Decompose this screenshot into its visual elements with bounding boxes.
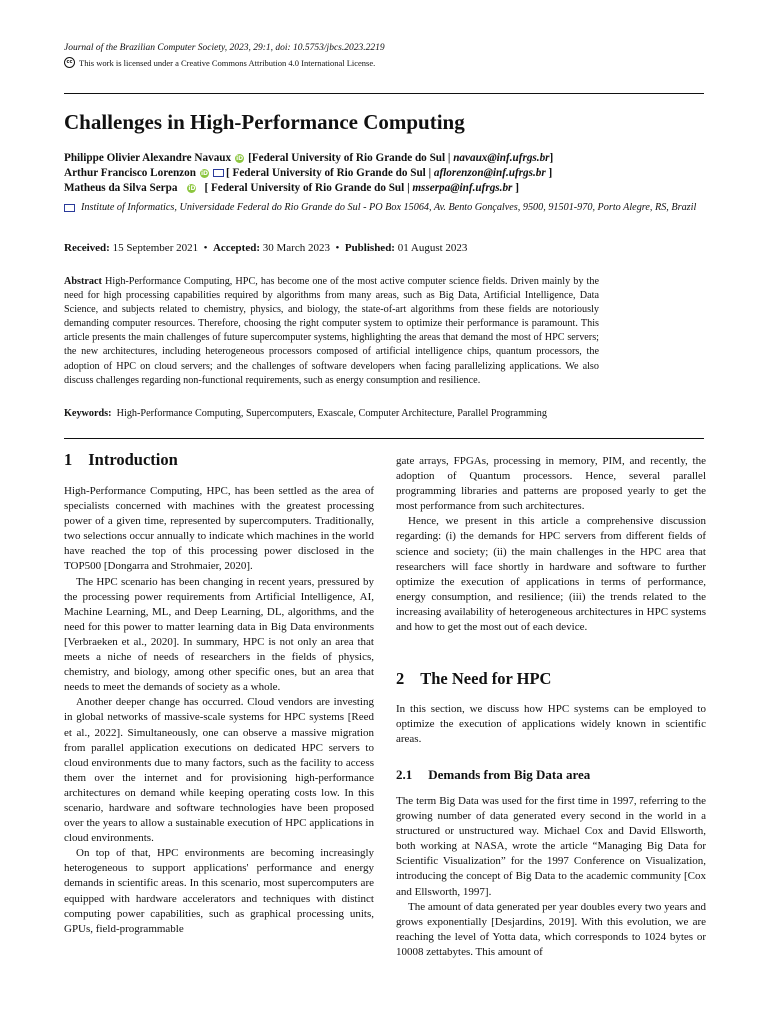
subsection-number: 2.1 <box>396 767 413 782</box>
license-text: This work is licensed under a Creative Commons Attribution 4.0 International License. <box>79 57 376 68</box>
author-email[interactable]: aflorenzon@inf.ufrgs.br <box>433 167 546 179</box>
orcid-icon[interactable]: iD <box>200 169 208 177</box>
affiliation-text: Institute of Informatics, Universidade Federal do Rio Grande do Sul - PO Box 15064, Av. Bento Gonçalves, 9500, 91501-970, Porto Alegre, RS, Brazil <box>81 202 697 213</box>
paragraph: High-Performance Computing, HPC, has been settled as the area of specialists concerned with machines with the greatest processing power of a given time, represented by supercomputers. Traditionally, two selections occur annually to indicate which machines in the world have reached the top of this processing power disclosed in the TOP500 [Dongarra and Strohmaier, 2020]. <box>64 485 374 573</box>
published-date: 01 August 2023 <box>397 242 468 254</box>
top-divider <box>64 93 704 94</box>
section-title: The Need for HPC <box>420 669 552 688</box>
paragraph: In this section, we discuss how HPC systems can be employed to optimize the execution of applications widely known in scientific areas. <box>396 703 706 746</box>
affiliation <box>64 200 704 215</box>
author-affiliation: [Federal University of Rio Grande do Sul | <box>248 152 451 164</box>
bullet: • <box>335 242 340 254</box>
author-affiliation: [ Federal University of Rio Grande do Sul | <box>204 182 410 194</box>
author-affiliation: [ Federal University of Rio Grande do Sul | <box>225 167 432 179</box>
published-label: Published: <box>344 242 395 254</box>
keywords <box>64 408 547 419</box>
paragraph: gate arrays, FPGAs, processing in memory, PIM, and recently, the adoption of Quantum processors. Hence, several parallel programming libraries and patterns are proposed yearly to get the most performance from such architectures. <box>396 455 706 513</box>
author-email[interactable]: msserpa@inf.ufrgs.br <box>412 182 513 194</box>
right-column <box>396 454 706 635</box>
bracket-close: ] <box>548 167 553 179</box>
envelope-icon[interactable] <box>213 169 224 177</box>
accepted-label: Accepted: <box>212 242 261 254</box>
bullet: • <box>203 242 208 254</box>
license-line <box>64 57 375 68</box>
author-name: Philippe Olivier Alexandre Navaux <box>64 152 232 164</box>
envelope-icon <box>64 204 75 212</box>
section-divider <box>64 438 704 439</box>
subsection-title: Demands from Big Data area <box>428 767 591 782</box>
paragraph: Another deeper change has occurred. Cloud vendors are investing in global networks of massive-scale systems for HPC systems [Reed et al., 2022]. Simultaneously, one can observe a massive migration from parallel application executions on dedicated HPC servers to cloud environments due to many factors, such as the facility to access them over the internet and for provisioning high-performance architectures on demand while keeping operating costs low. In this scenario, hardware and software technologies have been proposed over the years to allow a sustainable execution of HPC applications in cloud environments. <box>64 696 374 845</box>
paper-title: Challenges in High-Performance Computing <box>64 110 465 134</box>
orcid-icon[interactable]: iD <box>236 154 244 162</box>
big-data-block <box>396 794 706 960</box>
paragraph: The HPC scenario has been changing in recent years, pressured by the processing power requirements from Artificial Intelligence, AI, Machine Learning, ML, and Deep Learning, DL, algorithms, and the need for this power to matter learning data in Big Data environments [Verbraeken et al., 2020]. In summary, HPC is not only an area that meets a niche of needs of researchers in the fields of physics, chemistry, and biology, among other specific ones, but an area that needs to meet the demands of society as a whole. <box>64 575 374 694</box>
accepted-date: 30 March 2023 <box>262 242 330 254</box>
bracket-close: ] <box>549 152 554 164</box>
received-label: Received: <box>64 242 110 254</box>
abstract <box>64 275 599 388</box>
creative-commons-icon: cc <box>64 57 75 68</box>
bracket-close: ] <box>515 182 519 194</box>
section-heading-introduction <box>64 450 178 470</box>
paragraph: The amount of data generated per year doubles every two years and grows exponentially [Desjardins, 2019]. With this evolution, we are reaching the level of Yotta data, which corresponds to 1024 bytes or 10008 zettabytes. This amount of <box>396 900 706 958</box>
author-2 <box>64 167 552 179</box>
received-date: 15 September 2021 <box>112 242 199 254</box>
keywords-label: Keywords: <box>64 408 112 419</box>
section-title: Introduction <box>88 450 178 469</box>
author-1 <box>64 152 553 164</box>
paragraph: On top of that, HPC environments are becoming increasingly heterogeneous to support applications' performance and energy demands in scientific areas. In this scenario, most supercomputers are equipped with hardware accelerators and techniques with distinct computing power capabilities, such as graphical processing units, GPUs, field-programmable <box>64 847 374 935</box>
section-number: 2 <box>396 669 405 688</box>
section-number: 1 <box>64 450 73 469</box>
subsection-heading-big-data <box>396 767 590 783</box>
left-column <box>64 484 374 937</box>
need-intro-block <box>396 702 706 747</box>
abstract-text: High-Performance Computing, HPC, has become one of the most active computer science fields. Driven mainly by the need for high processing capabilities required by algorithms from many areas, such as Big Data, Artificial Intelligence, Data Science, and subjects related to chemistry, physics, and biology, the state-of-art algorithms from these fields are notoriously demanding computer resources. Therefore, choosing the right computer system to optimize their performance is paramount. This article presents the main challenges of future supercomputer systems, highlighting the areas that demand the most of HPC servers; the new architectures, including heterogeneous processors composed of artificial intelligence chips, quantum processors, the adoption of HPC on cloud servers; and the challenges of software developers when facing parallelizing applications. We also discuss challenges regarding non-functional requirements, such as energy consumption and resilience. <box>64 276 600 386</box>
author-3 <box>64 182 519 194</box>
keywords-text: High-Performance Computing, Supercomputers, Exascale, Computer Architecture, Parallel Programming <box>116 408 547 419</box>
paragraph: Hence, we present in this article a comprehensive discussion regarding: (i) the demands for HPC servers from different fields of science and society; (ii) the main challenges in the HPC area that researchers will face shortly in hardware and software to further optimize the execution of applications in terms of performance, energy consumption, and resilience; (iii) the trends related to the increasing availability of heterogeneous architectures in HPC systems and how to get the most out of each device. <box>396 515 706 634</box>
paragraph: The term Big Data was used for the first time in 1997, referring to the growing number of data generated every second in the world in a structured or unstructured way. Michael Cox and David Ellsworth, both working at NASA, wrote the article “Managing Big Data for Scientific Visualization” for the 1997 Conference on Visualization, introducing the concept of Big Data to the academic community [Cox and Ellsworth, 1997]. <box>396 795 706 898</box>
author-name: Arthur Francisco Lorenzon <box>64 167 196 179</box>
author-email[interactable]: navaux@inf.ufrgs.br <box>453 152 550 164</box>
abstract-label: Abstract <box>64 276 102 287</box>
author-name: Matheus da Silva Serpa <box>64 182 178 194</box>
journal-citation: Journal of the Brazilian Computer Society, 2023, 29:1, doi: 10.5753/jbcs.2023.2219 <box>64 43 385 53</box>
publication-dates <box>64 242 467 254</box>
orcid-icon[interactable]: iD <box>188 184 196 192</box>
section-heading-need-for-hpc <box>396 669 551 689</box>
